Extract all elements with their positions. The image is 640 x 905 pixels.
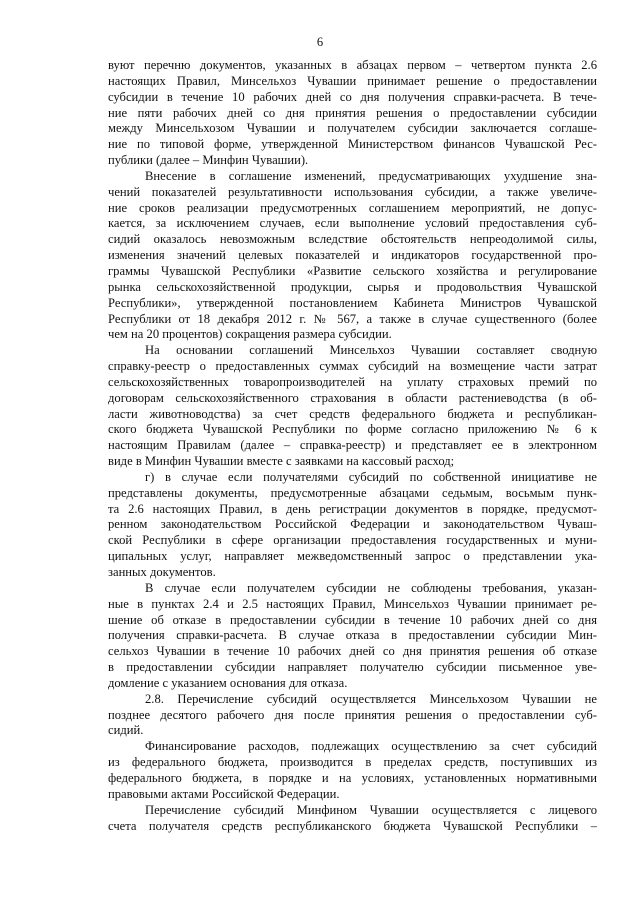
text-line: настоящим Правилам (далее – справка-реестр) и представляет ее в электронном <box>108 438 597 453</box>
text-line: Финансирование расходов, подлежащих осуществлению за счет субсидий <box>145 739 597 754</box>
text-line: счета получателя средств республиканского бюджета Чувашской Республики – <box>108 818 597 833</box>
page-number: 6 <box>316 35 324 49</box>
text-line: настоящих Правил, Минсельхоз Чувашии принимает решение о предоставлении <box>108 73 597 88</box>
text-line: На основании соглашений Минсельхоз Чувашии составляет сводную <box>145 343 597 358</box>
text-line: рынка сельскохозяйственной продукции, сырья и продовольствия Чувашской <box>108 279 597 294</box>
text-line: Внесение в соглашение изменений, предусматривающих ухудшение зна- <box>145 168 597 183</box>
text-line: ласти животноводства) за счет средств федерального бюджета и республикан- <box>108 406 597 421</box>
text-line: г) в случае если получателями субсидий по собственной инициативе не <box>145 469 597 484</box>
text-line: кается, за исключением случаев, если выполнение условий предоставления суб- <box>108 216 597 231</box>
text-line: Перечисление субсидий Минфином Чувашии осуществляется с лицевого <box>145 802 597 817</box>
text-line: сельхоз Чувашии в течение 10 рабочих дней со дня принятия решения об отказе <box>108 644 597 659</box>
text-line: ние по типовой форме, утвержденной Министерством финансов Чувашской Рес- <box>108 137 597 152</box>
text-line: виде в Минфин Чувашии вместе с заявками на кассовый расход; <box>108 454 455 469</box>
text-line: домление с указанием основания для отказа. <box>108 675 348 690</box>
text-line: сидий. <box>108 723 144 738</box>
text-line: изменения значений целевых показателей и индикаторов государственной про- <box>108 248 597 263</box>
text-line: Республики от 18 декабря 2012 г. № 567, а также в случае существенного (более <box>108 311 597 326</box>
text-line: 2.8. Перечисление субсидий осуществляется Минсельхозом Чувашии не <box>145 691 597 706</box>
text-line: публики (далее – Минфин Чувашии). <box>108 153 309 168</box>
text-line: шение об отказе в предоставлении субсидии в течение 10 рабочих дней со дня <box>108 612 597 627</box>
text-line: вуют перечню документов, указанных в абзацах первом – четвертом пункта 2.6 <box>108 58 597 72</box>
text-line: представлены документы, предусмотренные абзацами седьмым, восьмым пунк- <box>108 485 597 500</box>
text-line: чем на 20 процентов) сокращения размера субсидии. <box>108 327 392 342</box>
text-line: ского бюджета Чувашской Республики по форме согласно приложению № 6 к <box>108 422 597 437</box>
document-body <box>108 58 597 834</box>
text-line: ные в пунктах 2.4 и 2.5 настоящих Правил, Минсельхоз Чувашии принимает ре- <box>108 596 597 611</box>
text-line: получения справки-расчета. В случае отказа в предоставлении субсидии Мин- <box>108 628 597 643</box>
text-line: занных документов. <box>108 565 216 579</box>
text-line: чений показателей результативности использования субсидии, а также увеличе- <box>108 184 597 199</box>
text-line: договорам сельскохозяйственного страхования в области растениеводства (в об- <box>108 390 597 405</box>
text-line: правовыми актами Российской Федерации. <box>108 786 340 801</box>
text-line: граммы Чувашской Республики «Развитие сельского хозяйства и регулирование <box>108 263 597 278</box>
text-line: субсидии в течение 10 рабочих дней со дня получения справки-расчета. В тече- <box>108 89 597 104</box>
text-line: ципальных услуг, направляет межведомственный запрос о представлении ука- <box>108 549 597 564</box>
text-line: справку-реестр о предоставленных суммах субсидий на возмещение части затрат <box>108 359 597 374</box>
text-line: между Минсельхозом Чувашии и получателем субсидии заключается соглаше- <box>108 121 597 136</box>
text-line: ние сроков реализации предусмотренных соглашением мероприятий, не допус- <box>108 200 597 215</box>
text-line: ской Республики в сфере организации предоставления государственных и муни- <box>108 533 597 548</box>
text-line: сидий оказалось невозможным вследствие обстоятельств непреодолимой силы, <box>108 232 597 247</box>
text-line: позднее десятого рабочего дня после принятия решения о предоставлении суб- <box>108 707 597 722</box>
text-line: В случае если получателем субсидии не соблюдены требования, указан- <box>145 580 597 595</box>
text-line: ние пяти рабочих дней со дня принятия решения о предоставлении субсидии <box>108 105 597 120</box>
text-line: сельскохозяйственных товаропроизводителей на уплату страховых премий по <box>108 374 597 389</box>
text-line: в предоставлении субсидии направляет получателю субсидии письменное уве- <box>108 660 597 675</box>
text-line: ренном законодательством Российской Федерации и законодательством Чуваш- <box>108 517 597 532</box>
text-line: из федерального бюджета, производится в пределах средств, поступивших из <box>108 755 597 770</box>
text-line: федерального бюджета, в порядке и на условиях, установленных нормативными <box>108 770 597 785</box>
text-line: та 2.6 настоящих Правил, в день регистрации документов в порядке, предусмот- <box>108 501 597 516</box>
text-line: Республики», утвержденной постановлением Кабинета Министров Чувашской <box>108 295 597 310</box>
